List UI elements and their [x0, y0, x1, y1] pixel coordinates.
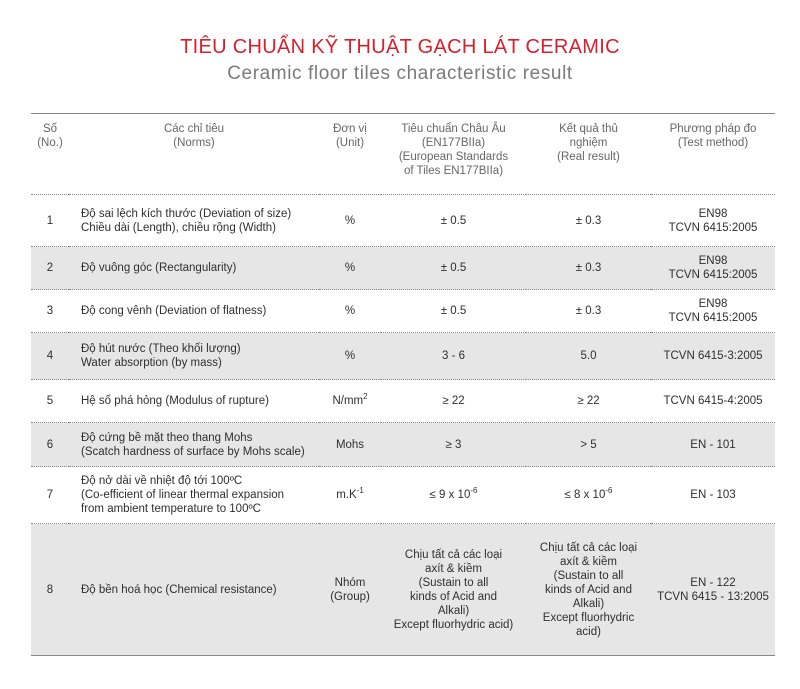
cell-text: 3 - 6 — [441, 350, 465, 362]
cell-method — [651, 290, 775, 333]
cell-line: TCVN 6415:2005 — [668, 221, 758, 234]
cell-line: Water absorption (by mass) — [81, 357, 222, 369]
cell-line: (Sustain to all — [418, 576, 489, 589]
cell-no — [31, 333, 69, 380]
cell-no — [31, 195, 69, 247]
cell-line: (Real result) — [557, 151, 620, 163]
cell-line: (No.) — [37, 137, 63, 149]
cell-line: Độ cứng bề mặt theo thang Mohs — [81, 431, 253, 444]
cell-line: Độ nở dài về nhiệt độ tới 100ºC — [81, 475, 243, 487]
header-no — [31, 114, 69, 195]
cell-line: from ambient temperature to 100ºC — [81, 503, 261, 515]
cell-method — [651, 333, 775, 380]
cell-text: % — [344, 350, 356, 362]
cell-line: (Scatch hardness of surface by Mohs scale) — [81, 445, 305, 458]
cell-line: axít & kiềm — [425, 562, 482, 575]
cell-standard — [381, 423, 526, 467]
cell-text: ± 0.3 — [575, 305, 602, 317]
cell-result — [526, 290, 651, 333]
cell-unit — [319, 524, 381, 656]
cell-line: of Tiles EN177BIIa) — [403, 165, 504, 177]
cell-unit — [319, 467, 381, 524]
cell-no — [31, 290, 69, 333]
cell-method — [651, 195, 775, 247]
cell-norm — [69, 333, 319, 380]
cell-line: Độ cong vênh (Deviation of flatness) — [81, 305, 267, 317]
cell-norm — [69, 423, 319, 467]
cell-method — [651, 524, 775, 656]
header-unit — [319, 114, 381, 195]
cell-line: Độ bền hoá học (Chemical resistance) — [81, 583, 277, 596]
cell-line: Nhóm — [334, 576, 366, 589]
cell-line: Alkali) — [572, 597, 605, 610]
cell-line: EN98 — [698, 298, 728, 310]
cell-line: Chiều dài (Length), chiều rộng (Width) — [81, 221, 276, 234]
cell-text: ± 0.3 — [575, 262, 602, 274]
cell-no — [31, 380, 69, 423]
cell-line: TCVN 6415-4:2005 — [663, 395, 763, 407]
table-row — [31, 380, 775, 423]
cell-text: ≥ 22 — [442, 395, 465, 407]
table-row — [31, 247, 775, 290]
cell-no — [31, 524, 69, 656]
cell-unit — [319, 423, 381, 467]
cell-line: (Group) — [330, 590, 370, 603]
cell-line: Tiêu chuẩn Châu Âu — [401, 123, 506, 135]
cell-line: (European Standards — [398, 151, 509, 163]
cell-text: N/mm — [332, 395, 364, 407]
cell-line: Các chỉ tiêu — [163, 123, 225, 135]
cell-line: kinds of Acid and — [410, 590, 497, 603]
cell-line: TCVN 6415-3:2005 — [663, 350, 763, 362]
cell-method — [651, 467, 775, 524]
cell-no — [31, 247, 69, 290]
cell-line: (Test method) — [677, 137, 749, 149]
cell-line: EN - 101 — [690, 438, 736, 451]
table-row — [31, 195, 775, 247]
cell-line: Đơn vị — [333, 123, 367, 135]
cell-text: 3 — [46, 305, 54, 317]
cell-method — [651, 247, 775, 290]
cell-standard — [381, 524, 526, 656]
cell-line: TCVN 6415:2005 — [668, 269, 758, 281]
cell-norm — [69, 524, 319, 656]
cell-text: ≤ 9 x 10 — [429, 489, 471, 501]
cell-line: Độ sai lệch kích thước (Deviation of size) — [81, 207, 292, 220]
cell-method — [651, 380, 775, 423]
cell-unit — [319, 290, 381, 333]
cell-line: Alkali) — [437, 604, 470, 617]
cell-line: (Unit) — [335, 137, 365, 149]
cell-standard — [381, 290, 526, 333]
cell-norm — [69, 195, 319, 247]
cell-result — [526, 247, 651, 290]
superscript: 2 — [363, 392, 368, 402]
cell-line: Số — [42, 123, 58, 135]
cell-text: 4 — [46, 350, 54, 362]
cell-result — [526, 380, 651, 423]
cell-norm — [69, 467, 319, 524]
cell-text: ≤ 8 x 10 — [564, 489, 606, 501]
cell-line: Hệ số phá hỏng (Modulus of rupture) — [81, 395, 269, 407]
page-title: TIÊU CHUẨN KỸ THUẬT GẠCH LÁT CERAMIC — [180, 36, 620, 58]
cell-line: TCVN 6415 - 13:2005 — [657, 590, 769, 603]
cell-text: ≥ 22 — [577, 395, 600, 407]
cell-line: Độ vuông góc (Rectangularity) — [81, 262, 237, 274]
cell-text: % — [344, 214, 356, 227]
cell-text: Mohs — [335, 438, 365, 451]
cell-text: ≥ 3 — [445, 438, 462, 451]
cell-text: 6 — [46, 438, 54, 451]
table-row — [31, 524, 775, 656]
cell-text: 2 — [46, 262, 54, 274]
cell-line: (EN177BIIa) — [421, 137, 486, 149]
cell-text: m.K — [336, 489, 357, 501]
table-row — [31, 333, 775, 380]
table-row — [31, 423, 775, 467]
superscript: -6 — [605, 486, 613, 496]
cell-line: Kết quả thủ — [559, 123, 618, 135]
cell-text: % — [344, 262, 356, 274]
cell-text: 7 — [46, 489, 54, 501]
cell-unit — [319, 195, 381, 247]
cell-standard — [381, 247, 526, 290]
cell-result — [526, 524, 651, 656]
cell-line: kinds of Acid and — [545, 583, 632, 596]
header-result — [526, 114, 651, 195]
cell-no — [31, 467, 69, 524]
header-norms — [69, 114, 319, 195]
cell-line: nghiệm — [569, 137, 608, 149]
cell-text: 5.0 — [580, 350, 597, 362]
header-standard — [381, 114, 526, 195]
cell-text: 5 — [46, 395, 54, 407]
cell-line: EN98 — [698, 255, 728, 267]
table-row — [31, 467, 775, 524]
cell-text: 1 — [46, 214, 54, 227]
cell-line: Chịu tất cả các loại — [404, 548, 503, 561]
cell-line: Except fluorhydric acid) — [393, 618, 514, 631]
cell-standard — [381, 195, 526, 247]
table-header-row — [31, 114, 775, 195]
cell-result — [526, 195, 651, 247]
cell-result — [526, 423, 651, 467]
cell-standard — [381, 467, 526, 524]
table-row — [31, 290, 775, 333]
cell-unit — [319, 380, 381, 423]
cell-text: ± 0.3 — [575, 214, 602, 227]
cell-line: Except fluorhydric acid) — [542, 611, 635, 638]
cell-line: EN - 103 — [690, 489, 736, 501]
cell-norm — [69, 247, 319, 290]
header-method — [651, 114, 775, 195]
cell-method — [651, 423, 775, 467]
cell-standard — [381, 333, 526, 380]
superscript: -1 — [356, 486, 364, 496]
cell-line: EN98 — [698, 207, 728, 220]
cell-text: ± 0.5 — [440, 305, 467, 317]
cell-line: Độ hút nước (Theo khối lượng) — [81, 343, 241, 355]
cell-line: (Sustain to all — [553, 569, 624, 582]
cell-unit — [319, 333, 381, 380]
cell-text: > 5 — [580, 438, 597, 451]
cell-no — [31, 423, 69, 467]
page-subtitle: Ceramic floor tiles characteristic result — [227, 63, 573, 84]
cell-text: ± 0.5 — [440, 262, 467, 274]
cell-line: (Norms) — [173, 137, 215, 149]
cell-text: 8 — [46, 583, 54, 596]
cell-line: EN - 122 — [690, 576, 736, 589]
cell-result — [526, 467, 651, 524]
cell-line: (Co-efficient of linear thermal expansion — [81, 489, 285, 501]
cell-result — [526, 333, 651, 380]
cell-line: Chịu tất cả các loại — [539, 541, 638, 554]
cell-standard — [381, 380, 526, 423]
cell-line: axít & kiềm — [560, 555, 617, 568]
cell-text: % — [344, 305, 356, 317]
cell-line: TCVN 6415:2005 — [668, 312, 758, 324]
superscript: -6 — [470, 486, 478, 496]
cell-norm — [69, 290, 319, 333]
cell-line: Phương pháp đo — [669, 123, 757, 135]
spec-table — [31, 113, 775, 656]
cell-unit — [319, 247, 381, 290]
cell-text: ± 0.5 — [440, 214, 467, 227]
cell-norm — [69, 380, 319, 423]
